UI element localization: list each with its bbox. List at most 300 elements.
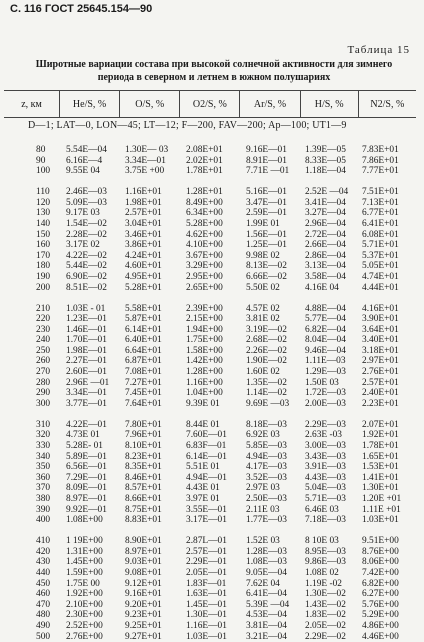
table-cell-o: 9.20E+01 xyxy=(125,600,168,611)
table-cell-he: 1.03E - 01 xyxy=(66,304,109,315)
table-cell-o: 7.96E+01 xyxy=(125,430,168,441)
table-cell-he: 6.16E—4 xyxy=(66,156,109,167)
table-cell-o: 7.80E+01 xyxy=(125,420,168,431)
table-cell-ar: 4.94E—03 xyxy=(246,452,289,463)
table-cell-z: 290 xyxy=(36,388,50,399)
table-cell-h: 2.29E—03 xyxy=(305,420,348,431)
table-cell-he: 5.28E- 01 xyxy=(66,441,109,452)
table-cell-o2: 3.67E+00 xyxy=(186,251,227,262)
table-cell-n2: 4.74E+01 xyxy=(362,272,401,283)
table-cell-z: 350 xyxy=(36,462,50,473)
group-gap xyxy=(186,409,227,419)
table-cell-ar: 4.53E—04 xyxy=(246,610,289,621)
table-cell-n2: 7.51E+01 xyxy=(362,187,401,198)
group-gap xyxy=(305,293,348,303)
table-cell-he: 2.46E—03 xyxy=(66,187,109,198)
table-cell-z: 220 xyxy=(36,314,50,325)
table-cell-n2: 5.76E+00 xyxy=(362,600,401,611)
table-cell-n2: 2.76E+01 xyxy=(362,367,401,378)
table-cell-o: 6.40E+01 xyxy=(125,335,168,346)
column-header-h: H/S, % xyxy=(300,91,358,118)
table-cell-n2: 8.76E+00 xyxy=(362,547,401,558)
table-cell-he: 2.10E+00 xyxy=(66,600,109,611)
table-cell-h: 3.41E—04 xyxy=(305,198,348,209)
table-cell-o2: 8.49E+00 xyxy=(186,198,227,209)
table-cell-z: 300 xyxy=(36,399,50,410)
table-cell-ar: 9.16E—01 xyxy=(246,145,289,156)
table-cell-he: 1.98E—01 xyxy=(66,346,109,357)
table-cell-o: 7.64E+01 xyxy=(125,399,168,410)
table-cell-o2: 5.28E+00 xyxy=(186,219,227,230)
column-header-table xyxy=(4,90,416,118)
table-cell-he: 6.90E—02 xyxy=(66,272,109,283)
table-cell-he: 1.75E 00 xyxy=(66,579,109,590)
group-gap xyxy=(125,177,168,187)
table-cell-o2: 1.42E+00 xyxy=(186,356,227,367)
table-cell-o2: 1.75E+00 xyxy=(186,335,227,346)
table-cell-o: 5.58E+01 xyxy=(125,304,168,315)
table-cell-z: 110 xyxy=(36,187,50,198)
table-cell-he: 2.60E—01 xyxy=(66,367,109,378)
table-cell-o: 6.14E+01 xyxy=(125,325,168,336)
table-cell-z: 320 xyxy=(36,430,50,441)
table-cell-z: 260 xyxy=(36,356,50,367)
group-gap xyxy=(36,526,50,536)
table-cell-z: 460 xyxy=(36,589,50,600)
table-cell-n2: 3.64E+01 xyxy=(362,325,401,336)
column-h xyxy=(305,145,348,642)
table-cell-o2: 1.16E—01 xyxy=(186,621,227,632)
table-cell-he: 3.34E—01 xyxy=(66,388,109,399)
table-cell-o2: 7.60E—01 xyxy=(186,430,227,441)
group-gap xyxy=(246,526,289,536)
table-cell-o2: 2.02E+01 xyxy=(186,156,227,167)
table-cell-z: 80 xyxy=(36,145,50,156)
table-cell-z: 380 xyxy=(36,494,50,505)
group-gap xyxy=(305,526,348,536)
table-cell-o: 8.83E+01 xyxy=(125,515,168,526)
table-cell-n2: 8.06E+00 xyxy=(362,557,401,568)
table-cell-h: 1.30E—02 xyxy=(305,589,348,600)
table-cell-he: 1 19E+00 xyxy=(66,536,109,547)
table-cell-h: 3.43E—03 xyxy=(305,452,348,463)
column-header-row xyxy=(4,91,416,118)
table-cell-h: 1.11E—03 xyxy=(305,356,348,367)
group-gap xyxy=(362,526,401,536)
table-cell-he: 1.92E+00 xyxy=(66,589,109,600)
table-cell-h: 1.18E—04 xyxy=(305,166,348,177)
table-cell-o: 6.64E+01 xyxy=(125,346,168,357)
table-cell-ar: 9.69E —03 xyxy=(246,399,289,410)
table-cell-o2: 1.94E+00 xyxy=(186,325,227,336)
table-cell-z: 210 xyxy=(36,304,50,315)
table-cell-z: 410 xyxy=(36,536,50,547)
table-cell-ar: 9.98E 02 xyxy=(246,251,289,262)
table-cell-ar: 4.17E—03 xyxy=(246,462,289,473)
table-cell-n2: 3.40E+01 xyxy=(362,335,401,346)
table-cell-o: 7.45E+01 xyxy=(125,388,168,399)
table-cell-n2: 7.42E+00 xyxy=(362,568,401,579)
table-cell-he: 2.52E+00 xyxy=(66,621,109,632)
table-cell-o2: 1.04E+00 xyxy=(186,388,227,399)
table-cell-ar: 5.39E —04 xyxy=(246,600,289,611)
table-cell-ar: 5.85E—03 xyxy=(246,441,289,452)
table-cell-z: 90 xyxy=(36,156,50,167)
table-cell-n2: 1.41E+01 xyxy=(362,473,401,484)
table-cell-o: 8.57E+01 xyxy=(125,483,168,494)
table-cell-o2: 3.29E+00 xyxy=(186,261,227,272)
group-gap xyxy=(305,177,348,187)
column-header-he: He/S, % xyxy=(60,91,120,118)
table-cell-z: 440 xyxy=(36,568,50,579)
table-cell-h: 1.19E -02 xyxy=(305,579,348,590)
table-cell-o2: 1.30E—01 xyxy=(186,610,227,621)
table-number: Таблица 15 xyxy=(347,44,410,56)
table-cell-n2: 7.13E+01 xyxy=(362,198,401,209)
table-cell-n2: 4.44E+01 xyxy=(362,283,401,294)
table-cell-ar: 1.90E—02 xyxy=(246,356,289,367)
table-cell-ar: 5.50E 02 xyxy=(246,283,289,294)
column-o xyxy=(125,145,168,642)
table-cell-o2: 6.83F—01 xyxy=(186,441,227,452)
group-gap xyxy=(125,409,168,419)
group-gap xyxy=(186,293,227,303)
table-cell-h: 6.82E—04 xyxy=(305,325,348,336)
table-cell-o: 7.27E+01 xyxy=(125,378,168,389)
table-cell-he: 1.08E+00 xyxy=(66,515,109,526)
table-cell-he: 3.77E—01 xyxy=(66,399,109,410)
column-z xyxy=(36,145,50,642)
table-cell-h: 2.96E—04 xyxy=(305,219,348,230)
table-title-line1: Широтные вариации состава при высокой солнечной активности для зимнего xyxy=(12,59,416,72)
table-cell-o2: 1.83F—01 xyxy=(186,579,227,590)
table-cell-he: 5.89E—01 xyxy=(66,452,109,463)
group-gap xyxy=(186,177,227,187)
table-cell-ar: 6.92E 03 xyxy=(246,430,289,441)
table-cell-z: 140 xyxy=(36,219,50,230)
table-cell-he: 4.73E 01 xyxy=(66,430,109,441)
page-header: С. 116 ГОСТ 25645.154—90 xyxy=(10,3,152,15)
table-cell-he: 4.22E—01 xyxy=(66,420,109,431)
table-cell-he: 1.31E+00 xyxy=(66,547,109,558)
table-cell-o: 8.10E+01 xyxy=(125,441,168,452)
table-cell-h: 9.46E—04 xyxy=(305,346,348,357)
table-cell-o2: 2.87L—01 xyxy=(186,536,227,547)
table-cell-ar: 1.99E 01 xyxy=(246,219,289,230)
table-cell-o: 9.27E+01 xyxy=(125,632,168,642)
table-cell-he: 3.17E 02 xyxy=(66,240,109,251)
table-cell-h: 8 10E 03 xyxy=(305,536,348,547)
table-cell-he: 1.59E+00 xyxy=(66,568,109,579)
table-cell-o: 5.28E+01 xyxy=(125,283,168,294)
table-cell-h: 3.00E—03 xyxy=(305,441,348,452)
table-cell-o: 9.08E+01 xyxy=(125,568,168,579)
table-cell-n2: 5.37E+01 xyxy=(362,251,401,262)
group-gap xyxy=(125,293,168,303)
table-cell-o: 1.98E+01 xyxy=(125,198,168,209)
group-gap xyxy=(362,293,401,303)
table-cell-z: 270 xyxy=(36,367,50,378)
table-cell-n2: 2.97E+01 xyxy=(362,356,401,367)
table-cell-h: 2.00E—03 xyxy=(305,399,348,410)
table-cell-o2: 1.58E+00 xyxy=(186,346,227,357)
table-cell-o: 8.90E+01 xyxy=(125,536,168,547)
table-cell-n2: 1.20E +01 xyxy=(362,494,401,505)
group-gap xyxy=(246,409,289,419)
table-cell-h: 5.71E—03 xyxy=(305,494,348,505)
table-cell-n2: 5.05E+01 xyxy=(362,261,401,272)
table-cell-n2: 2.07E+01 xyxy=(362,420,401,431)
column-header-ar: Ar/S, % xyxy=(240,91,300,118)
table-cell-o: 1.16E+01 xyxy=(125,187,168,198)
table-cell-z: 420 xyxy=(36,547,50,558)
table-cell-o: 9.16E+01 xyxy=(125,589,168,600)
table-cell-o2: 1.63E—01 xyxy=(186,589,227,600)
table-cell-n2: 2.40E+01 xyxy=(362,388,401,399)
table-cell-o2: 5.51E 01 xyxy=(186,462,227,473)
table-cell-he: 1.54E—02 xyxy=(66,219,109,230)
group-gap xyxy=(36,293,50,303)
table-cell-n2: 6.27E+00 xyxy=(362,589,401,600)
table-cell-z: 360 xyxy=(36,473,50,484)
table-cell-z: 390 xyxy=(36,505,50,516)
table-cell-he: 1.23E—01 xyxy=(66,314,109,325)
table-cell-z: 500 xyxy=(36,632,50,642)
table-cell-h: 4.88E—04 xyxy=(305,304,348,315)
group-gap xyxy=(246,177,289,187)
table-cell-o: 3.34E—01 xyxy=(125,156,168,167)
table-cell-n2: 7.86E+01 xyxy=(362,156,401,167)
table-cell-h: 2.29E—02 xyxy=(305,632,348,642)
table-cell-he: 5.09E—03 xyxy=(66,198,109,209)
group-gap xyxy=(66,409,109,419)
table-cell-o: 4.95E+01 xyxy=(125,272,168,283)
table-cell-z: 470 xyxy=(36,600,50,611)
table-cell-ar: 1.25E—01 xyxy=(246,240,289,251)
table-cell-o2: 1.28E+00 xyxy=(186,367,227,378)
table-cell-h: 3.13E—04 xyxy=(305,261,348,272)
table-cell-n2: 2.57E+01 xyxy=(362,378,401,389)
table-cell-h: 1.08E 02 xyxy=(305,568,348,579)
table-cell-o2: 6.14E—01 xyxy=(186,452,227,463)
table-cell-o: 9.03E+01 xyxy=(125,557,168,568)
table-cell-h: 5.04E—03 xyxy=(305,483,348,494)
group-gap xyxy=(305,409,348,419)
table-cell-ar: 1.60E 02 xyxy=(246,367,289,378)
table-cell-z: 160 xyxy=(36,240,50,251)
table-cell-o: 4.60E+01 xyxy=(125,261,168,272)
table-cell-o2: 2.65E+00 xyxy=(186,283,227,294)
group-gap xyxy=(362,409,401,419)
table-cell-h: 2.86E—04 xyxy=(305,251,348,262)
table-cell-o2: 1.78E+01 xyxy=(186,166,227,177)
table-cell-o: 1.30E— 03 xyxy=(125,145,168,156)
table-cell-o: 6.87E+01 xyxy=(125,356,168,367)
table-cell-n2: 2.23E+01 xyxy=(362,399,401,410)
table-cell-n2: 7.83E+01 xyxy=(362,145,401,156)
table-cell-z: 190 xyxy=(36,272,50,283)
table-cell-ar: 5.16E—01 xyxy=(246,187,289,198)
table-cell-z: 230 xyxy=(36,325,50,336)
table-cell-o: 3.75E +00 xyxy=(125,166,168,177)
table-cell-he: 9.92E—01 xyxy=(66,505,109,516)
table-cell-z: 400 xyxy=(36,515,50,526)
table-cell-z: 370 xyxy=(36,483,50,494)
table-cell-ar: 8.18E—03 xyxy=(246,420,289,431)
table-cell-z: 100 xyxy=(36,166,50,177)
group-gap xyxy=(36,177,50,187)
table-cell-o: 2.57E+01 xyxy=(125,208,168,219)
table-cell-h: 3.91E—03 xyxy=(305,462,348,473)
table-cell-z: 130 xyxy=(36,208,50,219)
table-cell-he: 1.46E—01 xyxy=(66,325,109,336)
table-cell-ar: 3.21E—04 xyxy=(246,632,289,642)
table-cell-o2: 4.43E 01 xyxy=(186,483,227,494)
table-cell-o2: 4.10E+00 xyxy=(186,240,227,251)
table-cell-ar: 9.05E—04 xyxy=(246,568,289,579)
table-cell-n2: 5.71E+01 xyxy=(362,240,401,251)
table-cell-h: 8.04E—04 xyxy=(305,335,348,346)
group-gap xyxy=(66,293,109,303)
table-cell-ar: 3.81E 02 xyxy=(246,314,289,325)
table-cell-ar: 1.56E—01 xyxy=(246,230,289,241)
table-cell-o: 8.75E+01 xyxy=(125,505,168,516)
table-cell-z: 340 xyxy=(36,452,50,463)
table-cell-n2: 6.41E+01 xyxy=(362,219,401,230)
table-cell-o2: 1.03E—01 xyxy=(186,632,227,642)
table-cell-h: 3.58E—04 xyxy=(305,272,348,283)
table-cell-o2: 2.29E—01 xyxy=(186,557,227,568)
table-cell-ar: 4.57E 02 xyxy=(246,304,289,315)
column-header-o2: O2/S, % xyxy=(180,91,240,118)
table-cell-h: 2.52E —04 xyxy=(305,187,348,198)
table-cell-ar: 1.14E—02 xyxy=(246,388,289,399)
table-cell-h: 2.72E—04 xyxy=(305,230,348,241)
table-cell-h: 8.33E—05 xyxy=(305,156,348,167)
table-cell-h: 1.39E—05 xyxy=(305,145,348,156)
table-cell-ar: 3.19E—02 xyxy=(246,325,289,336)
table-cell-n2: 1.65E+01 xyxy=(362,452,401,463)
table-cell-h: 1.83E—02 xyxy=(305,610,348,621)
table-cell-z: 180 xyxy=(36,261,50,272)
table-cell-z: 490 xyxy=(36,621,50,632)
table-cell-o: 3.04E+01 xyxy=(125,219,168,230)
table-cell-h: 4.16E 04 xyxy=(305,283,348,294)
table-cell-ar: 1.77E—03 xyxy=(246,515,289,526)
table-cell-he: 1.45E+00 xyxy=(66,557,109,568)
table-cell-z: 480 xyxy=(36,610,50,621)
table-cell-ar: 3.81E—04 xyxy=(246,621,289,632)
table-cell-n2: 1.11E +01 xyxy=(362,505,401,516)
table-cell-o: 8.23E+01 xyxy=(125,452,168,463)
table-cell-o2: 1.28E+01 xyxy=(186,187,227,198)
table-cell-o: 8.97E+01 xyxy=(125,547,168,558)
table-cell-ar: 1.35E—02 xyxy=(246,378,289,389)
table-cell-o: 8.66E+01 xyxy=(125,494,168,505)
table-cell-he: 9.55E 04 xyxy=(66,166,109,177)
table-cell-he: 1.70E—01 xyxy=(66,335,109,346)
table-cell-o: 9.25E+01 xyxy=(125,621,168,632)
table-cell-o2: 1.45E—01 xyxy=(186,600,227,611)
table-cell-ar: 2.97E 03 xyxy=(246,483,289,494)
table-title-line2: периода в северном и летнем в южном полушариях xyxy=(12,72,416,85)
table-cell-n2: 6.77E+01 xyxy=(362,208,401,219)
table-cell-o2: 4.94E—01 xyxy=(186,473,227,484)
group-gap xyxy=(186,526,227,536)
table-cell-n2: 7.77E+01 xyxy=(362,166,401,177)
table-cell-he: 9.17E 03 xyxy=(66,208,109,219)
table-cell-o2: 2.08E+01 xyxy=(186,145,227,156)
table-cell-h: 6.46E 03 xyxy=(305,505,348,516)
table-cell-o: 5.87E+01 xyxy=(125,314,168,325)
conditions-line: D—1; LAT—0, LON—45; LT—12; F—200, FAV—200; Ap—100; UT1—9 xyxy=(28,120,418,131)
table-cell-h: 2.66E—04 xyxy=(305,240,348,251)
table-cell-he: 2.27E—01 xyxy=(66,356,109,367)
table-cell-z: 250 xyxy=(36,346,50,357)
table-cell-ar: 2.68E—02 xyxy=(246,335,289,346)
table-cell-he: 8.09E—01 xyxy=(66,483,109,494)
table-cell-o2: 2.39E+00 xyxy=(186,304,227,315)
table-cell-n2: 4.46E+00 xyxy=(362,632,401,642)
table-cell-o2: 3.55E—01 xyxy=(186,505,227,516)
table-cell-n2: 6.08E+01 xyxy=(362,230,401,241)
table-cell-o2: 2.15E+00 xyxy=(186,314,227,325)
table-cell-he: 8.51E—02 xyxy=(66,283,109,294)
table-cell-o2: 2.05E—01 xyxy=(186,568,227,579)
table-cell-n2: 1.30E+01 xyxy=(362,483,401,494)
column-n2 xyxy=(362,145,401,642)
table-cell-o: 7.08E+01 xyxy=(125,367,168,378)
table-cell-n2: 1.78E+01 xyxy=(362,441,401,452)
table-cell-o: 4.24E+01 xyxy=(125,251,168,262)
table-cell-o: 3.46E+01 xyxy=(125,230,168,241)
table-cell-h: 2.05E—02 xyxy=(305,621,348,632)
table-cell-h: 1.50E 03 xyxy=(305,378,348,389)
group-gap xyxy=(66,526,109,536)
table-cell-n2: 6.82E+00 xyxy=(362,579,401,590)
table-cell-ar: 7.62E 04 xyxy=(246,579,289,590)
table-cell-he: 5.54E—04 xyxy=(66,145,109,156)
table-cell-z: 150 xyxy=(36,230,50,241)
column-header-o: O/S, % xyxy=(120,91,180,118)
table-cell-o2: 4.62E+00 xyxy=(186,230,227,241)
column-header-z: z, км xyxy=(4,91,60,118)
table-cell-z: 120 xyxy=(36,198,50,209)
group-gap xyxy=(362,177,401,187)
table-cell-ar: 6.66E—02 xyxy=(246,272,289,283)
table-cell-he: 2.96E —01 xyxy=(66,378,109,389)
table-cell-he: 4.22E—02 xyxy=(66,251,109,262)
group-gap xyxy=(246,293,289,303)
table-cell-z: 240 xyxy=(36,335,50,346)
table-cell-n2: 9.51E+00 xyxy=(362,536,401,547)
table-cell-n2: 4.86E+00 xyxy=(362,621,401,632)
table-cell-n2: 1.53E+01 xyxy=(362,462,401,473)
table-cell-he: 2.76E+00 xyxy=(66,632,109,642)
table-cell-n2: 1.92E+01 xyxy=(362,430,401,441)
table-cell-ar: 8.91E—01 xyxy=(246,156,289,167)
table-cell-h: 1.29E—03 xyxy=(305,367,348,378)
table-cell-o2: 2.95E+00 xyxy=(186,272,227,283)
table-cell-n2: 3.18E+01 xyxy=(362,346,401,357)
table-cell-he: 2.28E—02 xyxy=(66,230,109,241)
table-cell-h: 8.95E—03 xyxy=(305,547,348,558)
table-cell-n2: 1.03E+01 xyxy=(362,515,401,526)
group-gap xyxy=(36,409,50,419)
table-cell-o: 3.86E+01 xyxy=(125,240,168,251)
table-cell-ar: 1.08E—03 xyxy=(246,557,289,568)
table-cell-z: 200 xyxy=(36,283,50,294)
